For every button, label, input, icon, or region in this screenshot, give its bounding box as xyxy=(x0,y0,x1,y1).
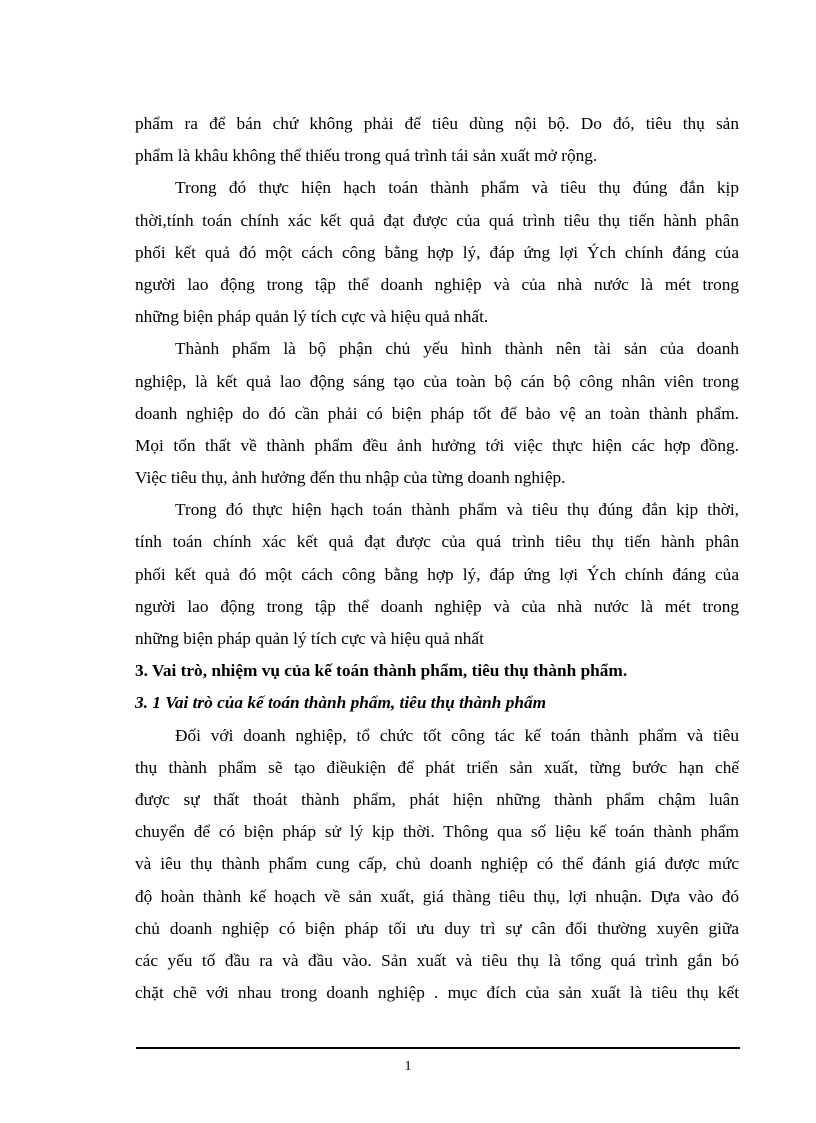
text-line: những biện pháp quản lý tích cực và hiệu quả nhất xyxy=(135,629,484,648)
subsection-heading: 3. 1 Vai trò của kế toán thành phẩm, tiêu thụ thành phẩm xyxy=(135,693,547,713)
text-line: người lao động trong tập thể doanh nghiệp và của nhà nước là mét trong xyxy=(135,596,739,616)
text-line: Thành phẩm là bộ phận chủ yếu hình thành nên tài sản của doanh xyxy=(175,339,739,359)
text-line: Đối với doanh nghiệp, tổ chức tốt công tác kế toán thành phẩm và tiêu xyxy=(175,725,739,745)
page-number: 1 xyxy=(404,1059,412,1074)
text-line: Việc tiêu thụ, ảnh hưởng đến thu nhập của từng doanh nghiệp. xyxy=(135,468,566,488)
text-line: tính toán chính xác kết quả đạt được của quá trình tiêu thụ tiến hành phân xyxy=(135,532,739,552)
text-line: và iêu thụ thành phẩm cung cấp, chủ doanh nghiệp có thể đánh giá được mức xyxy=(135,854,739,874)
text-line: người lao động trong tập thể doanh nghiệp và của nhà nước là mét trong xyxy=(135,274,739,294)
text-line: phẩm ra để bán chứ không phải để tiêu dùng nội bộ. Do đó, tiêu thụ sản xyxy=(135,114,739,133)
section-heading: 3. Vai trò, nhiệm vụ của kế toán thành phẩm, tiêu thụ thành phẩm. xyxy=(135,661,628,681)
document-body xyxy=(135,108,739,1009)
text-line: chủ doanh nghiệp có biện pháp tối ưu duy trì sự cân đối thường xuyên giữa xyxy=(135,918,739,938)
text-line: doanh nghiệp do đó cần phải có biện pháp tốt để bảo vệ an toàn thành phẩm. xyxy=(135,403,739,423)
text-line: Mọi tổn thất về thành phẩm đều ảnh hưởng tới việc thực hiện các hợp đồng. xyxy=(135,435,739,455)
text-line: chặt chẽ với nhau trong doanh nghiệp . mục đích của sản xuất là tiêu thụ kết xyxy=(135,983,739,1003)
text-line: chuyển để có biện pháp sử lý kịp thời. Thông qua số liệu kế toán thành phẩm xyxy=(135,822,739,842)
text-line: phối kết quả đó một cách công bằng hợp lý, đáp ứng lợi Ých chính đáng của xyxy=(135,564,739,584)
text-line: nghiệp, là kết quả lao động sáng tạo của toàn bộ cán bộ công nhân viên trong xyxy=(135,371,739,391)
footer-divider xyxy=(136,1047,740,1049)
text-line: những biện pháp quản lý tích cực và hiệu quả nhất. xyxy=(135,307,489,327)
text-line: các yếu tố đầu ra và đầu vào. Sản xuất và tiêu thụ là tổng quá trình gắn bó xyxy=(135,950,739,970)
text-line: được sự thất thoát thành phẩm, phát hiện những thành phẩm chậm luân xyxy=(135,789,739,809)
text-line: Trong đó thực hiện hạch toán thành phẩm và tiêu thụ đúng đắn kịp thời, xyxy=(175,500,739,520)
text-line: thời,tính toán chính xác kết quả đạt được của quá trình tiêu thụ tiến hành phân xyxy=(135,210,739,230)
text-line: phẩm là khâu không thể thiếu trong quá trình tái sản xuất mở rộng. xyxy=(135,146,598,166)
text-line: phối kết quả đó một cách công bằng hợp lý, đáp ứng lợi Ých chính đáng của xyxy=(135,242,739,262)
text-line: Trong đó thực hiện hạch toán thành phẩm và tiêu thụ đúng đắn kịp xyxy=(175,178,739,198)
text-line: thụ thành phẩm sẽ tạo điềukiện để phát triển sản xuất, từng bước hạn chế xyxy=(135,757,739,777)
text-line: độ hoàn thành kế hoạch về sản xuất, giá thàng tiêu thụ, lợi nhuận. Dựa vào đó xyxy=(135,886,739,906)
